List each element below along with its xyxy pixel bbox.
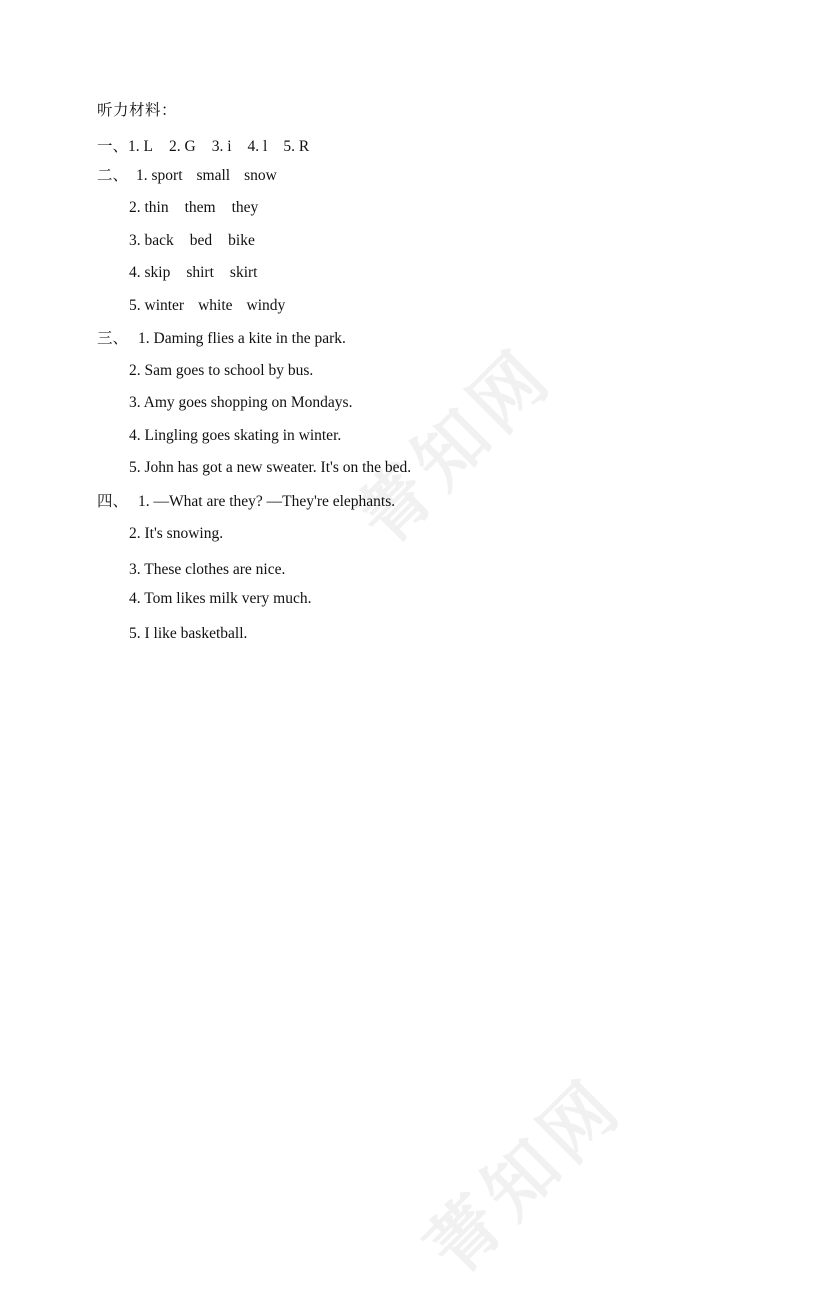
word: bed [189,232,213,249]
word: back [144,232,174,249]
sentence: 2. Sam goes to school by bus. [129,362,314,379]
word: bike [228,232,255,249]
sentence: 5. I like basketball. [129,625,248,642]
section-3-marker: 三、 [97,330,129,347]
sentence: 1. —What are they? —They're elephants. [138,493,396,510]
section-1-item: 2. G [168,138,196,155]
word-row [129,231,255,251]
word: winter [144,297,185,314]
section-1-item: 4. l [247,138,268,155]
word: thin [144,199,169,216]
sentence: 5. John has got a new sweater. It's on the bed. [129,459,412,476]
word-row [129,198,258,218]
word-row [129,296,285,316]
sentence: 4. Tom likes milk very much. [129,590,312,607]
word: small [196,167,231,184]
word: sport [151,167,183,184]
sentence: 1. Daming flies a kite in the park. [138,330,346,347]
sentence: 4. Lingling goes skating in winter. [129,427,342,444]
row-number: 3. [129,232,141,249]
word: skip [144,264,171,281]
word: them [184,199,216,216]
page-title: 听力材料： [97,102,178,119]
row-number: 4. [129,264,141,281]
sentence: 3. Amy goes shopping on Mondays. [129,394,353,411]
watermark-bottom: 菁知网 [409,1061,639,1291]
word: they [231,199,259,216]
word: snow [244,167,277,184]
watermark-top: 菁知网 [339,331,569,561]
section-1-item: 3. i [211,138,232,155]
word-row [136,166,277,186]
row-number: 1. [136,167,148,184]
row-number: 2. [129,199,141,216]
word-row [129,263,257,283]
word: skirt [229,264,258,281]
section-1-marker: 一、 [97,138,129,155]
word: shirt [186,264,214,281]
row-number: 5. [129,297,141,314]
section-4-marker: 四、 [97,493,129,510]
sentence: 3. These clothes are nice. [129,561,286,578]
section-2-marker: 二、 [97,167,129,184]
word: white [198,297,233,314]
word: windy [246,297,286,314]
section-1 [97,137,309,157]
sentence: 2. It's snowing. [129,525,224,542]
section-1-item: 5. R [283,138,310,155]
section-1-item: 1. L [128,138,153,155]
